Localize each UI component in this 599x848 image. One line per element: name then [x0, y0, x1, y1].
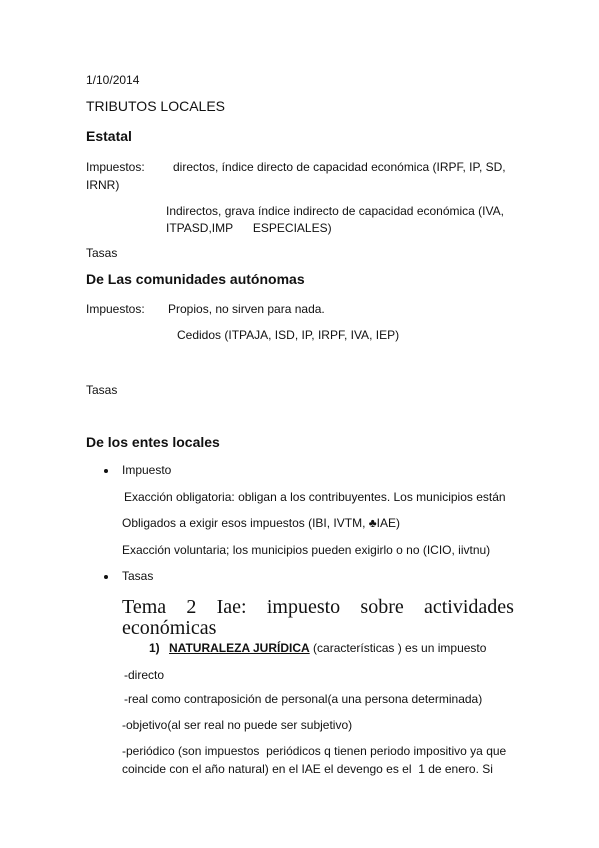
tema-word: 2	[186, 596, 197, 618]
tema-word: sobre	[360, 596, 404, 618]
heading-estatal: Estatal	[86, 128, 132, 144]
tema-word: actividades	[423, 596, 514, 618]
item-directo: -directo	[124, 668, 165, 682]
tema-word: Tema	[122, 596, 167, 618]
text-indirectos-cont: ITPASD,IMP ESPECIALES)	[166, 221, 332, 235]
document-date: 1/10/2014	[86, 73, 140, 87]
text-obligados: Obligados a exigir esos impuestos (IBI, IVTM, ♣IAE)	[122, 516, 400, 530]
text-directos: directos, índice directo de capacidad económica (IRPF, IP, SD,	[173, 160, 506, 174]
heading-ccaa: De Las comunidades autónomas	[86, 271, 305, 287]
item-periodico: -periódico (son impuestos periódicos q tienen periodo impositivo ya que	[122, 744, 507, 758]
heading-locales: De los entes locales	[86, 434, 220, 450]
point-title: NATURALEZA JURÍDICA	[169, 641, 310, 655]
item-periodico-cont: coincide con el año natural) en el IAE el devengo es el 1 de enero. Si	[122, 762, 493, 776]
label-impuestos-estatal: Impuestos:	[86, 160, 145, 174]
text-tasas-estatal: Tasas	[86, 246, 118, 260]
item-real: -real como contraposición de personal(a una persona determinada)	[124, 692, 483, 706]
tema-word: impuesto	[266, 596, 341, 618]
document-title: TRIBUTOS LOCALES	[86, 98, 226, 114]
text-cedidos: Cedidos (ITPAJA, ISD, IP, IRPF, IVA, IEP)	[177, 328, 400, 342]
bullet-icon	[104, 469, 108, 473]
text-exaccion-obligatoria: Exacción obligatoria: obligan a los contribuyentes. Los municipios están	[124, 490, 506, 504]
text-propios: Propios, no sirven para nada.	[168, 302, 325, 316]
bullet-impuesto: Impuesto	[122, 463, 172, 477]
text-tasas-ccaa: Tasas	[86, 383, 118, 397]
bullet-tasas: Tasas	[122, 569, 154, 583]
bullet-icon	[104, 575, 108, 579]
tema-word: Iae:	[216, 596, 247, 618]
tema-title	[122, 596, 514, 618]
text-directos-cont: IRNR)	[86, 178, 120, 192]
label-impuestos-ccaa: Impuestos:	[86, 302, 145, 316]
item-objetivo: -objetivo(al ser real no puede ser subjetivo)	[122, 718, 353, 732]
text-exaccion-voluntaria: Exacción voluntaria; los municipios pueden exigirlo o no (ICIO, iivtnu)	[122, 543, 491, 557]
tema-title-cont: económicas	[122, 617, 217, 639]
point-rest: (características ) es un impuesto	[309, 641, 487, 655]
point-heading	[149, 641, 486, 655]
text-indirectos: Indirectos, grava índice indirecto de capacidad económica (IVA,	[166, 204, 504, 218]
point-number: 1)	[149, 641, 160, 655]
